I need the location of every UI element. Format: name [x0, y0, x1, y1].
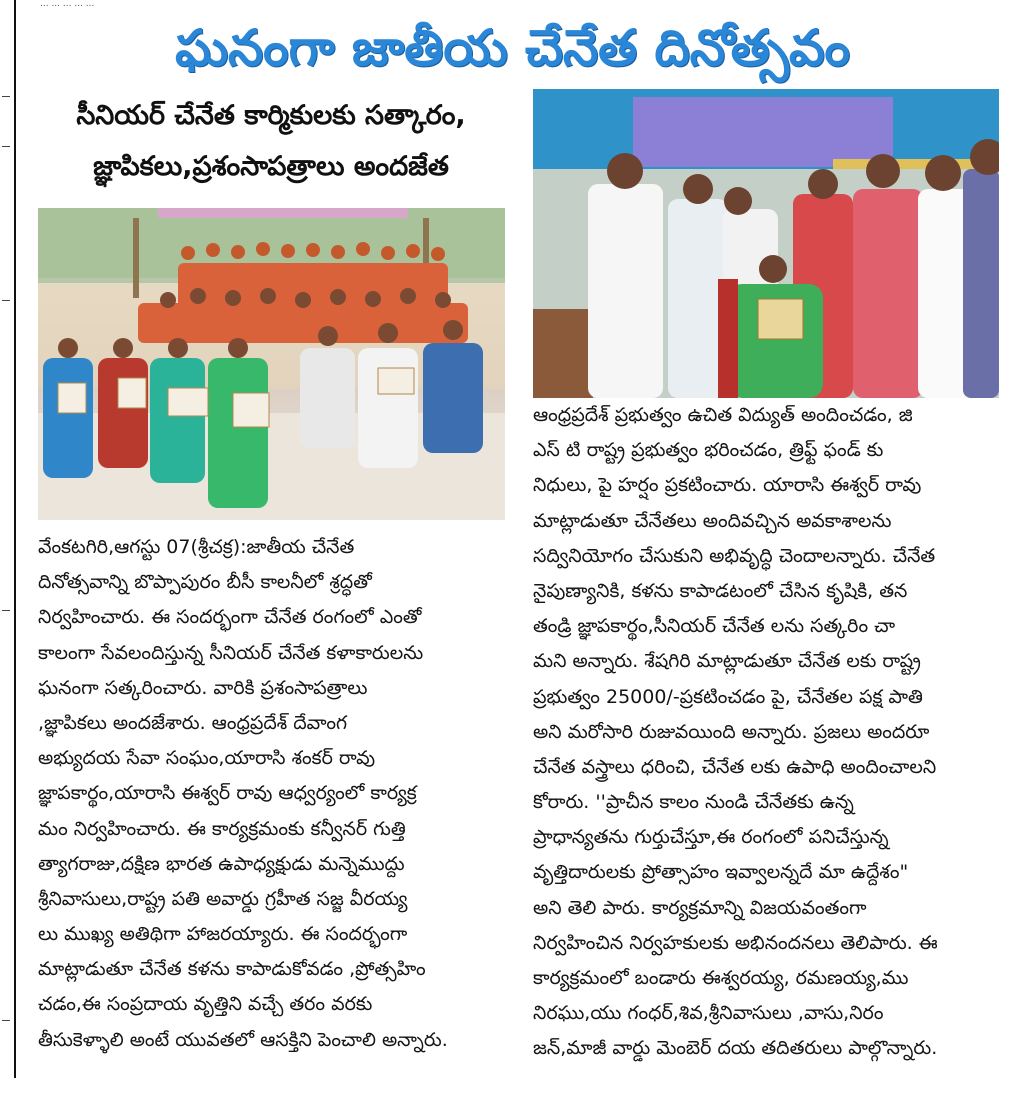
margin-mark: [2, 610, 10, 611]
text-line: నైపుణ్యానికి, కళను కాపాడటంలో చేసిన కృషికి, తన: [533, 579, 908, 602]
text-line: మని అన్నారు. శేషగిరి మాట్లాడుతూ చేనేత లకు రాష్ట్ర: [533, 650, 921, 673]
text-line: లు ముఖ్య అతిథిగా హాజరయ్యారు. ఈ సందర్భంగా: [38, 923, 408, 946]
subheading-line-2: జ్ఞాపికలు,ప్రశంసాపత్రాలు అందజేత: [93, 151, 449, 182]
text-line: దినోత్సవాన్ని బొప్పాపురం బీసీ కాలనీలో శ్రద్ధతో: [38, 571, 372, 594]
text-line: ఘనంగా సత్కరించారు. వారికి ప్రశంసాపత్రాలు: [38, 676, 368, 699]
text-line: ,జ్ఞాపికలు అందజేశారు. ఆంధ్రప్రదేశ్ దేవాంగ: [38, 711, 348, 734]
text-line: మం నిర్వహించారు. ఈ కార్యక్రమంకు కన్వీనర్ గుత్తి: [38, 817, 406, 840]
text-line: తండ్రి జ్ఞాపకార్థం,సీనియర్ చేనేత లను సత్కరిం చా: [533, 615, 896, 638]
text-line: జ్ఞాపకార్థం,యారాసి ఈశ్వర్ రావు ఆధ్వర్యంలో కార్యక్ర: [38, 782, 417, 805]
text-line: ప్రభుత్వం 25000/-ప్రకటించడం పై, చేనేతల పక్ష పాతి: [533, 685, 923, 708]
text-line: నిర్వహించిన నిర్వహకులకు అభినందనలు తెలిపారు. ఈ: [533, 931, 938, 954]
margin-mark: [2, 1020, 10, 1021]
group-photo-seated-weavers-icon: [38, 208, 505, 520]
text-line: ప్రాధాన్యతను గుర్తుచేస్తూ,ఈ రంగంలో పనిచేస్తున్న: [533, 826, 889, 849]
text-line: నిధులు, పై హర్షం ప్రకటించారు. యారాసి ఈశ్వర్ రావు: [533, 474, 922, 497]
text-line: అని మరోసారి రుజువయింది అన్నారు. ప్రజలు అందరూ: [533, 720, 930, 743]
text-line: సద్వినియోగం చేసుకుని అభివృద్ధి చెందాలన్నారు. చేనేత: [533, 544, 936, 567]
text-line: వృత్తిదారులకు ప్రోత్సాహం ఇవ్వాలన్నదే మా ఉద్దేశం": [533, 861, 909, 884]
margin-mark: [2, 300, 10, 301]
text-line: మాట్లాడుతూ చేనేతలు అందివచ్చిన అవకాశాలను: [533, 509, 892, 532]
felicitation-photo: [533, 89, 999, 398]
text-line: జన్,మాజీ వార్డు మెంబెర్ దయ తదితరులు పాల్గొన్నారు.: [533, 1037, 938, 1060]
text-line: శ్రీనివాసులు,రాష్ట్ర పతి అవార్డు గ్రహీత సజ్జ వీరయ్య: [38, 887, 408, 910]
text-line: నిరఘు,యు గంధర్,శివ,శ్రీనివాసులు ,వాసు,నిరం: [533, 1002, 884, 1025]
text-line: చేనేత వస్త్రాలు ధరించి, చేనేత లకు ఉపాధి అందించాలని: [533, 755, 937, 778]
text-line: కాలంగా సేవలందిస్తున్న సీనియర్ చేనేత కళాకారులను: [38, 641, 424, 664]
text-line: ఆంధ్రప్రదేశ్ ప్రభుత్వం ఉచిత విద్యుత్ అందించడం, జి: [533, 404, 913, 426]
text-line: ఎస్ టి రాష్ట్ర ప్రభుత్వం భరించడం, త్రిఫ్ట్ ఫండ్ కు: [533, 439, 884, 462]
text-line: కోరారు. ''ప్రాచీన కాలం నుండి చేనేతకు ఉన్న: [533, 791, 854, 814]
text-line: చడం,ఈ సంప్రదాయ వృత్తిని వచ్చే తరం వరకు: [38, 993, 373, 1016]
subheading-line-1: సీనియర్ చేనేత కార్మికులకు సత్కారం,: [76, 100, 466, 131]
felicitation-photo-icon: [533, 89, 999, 398]
text-line: త్యాగరాజు,దక్షిణ భారత ఉపాధ్యక్షుడు మన్నెముద్దు: [38, 852, 405, 875]
text-line: అని తెలి పారు. కార్యక్రమాన్ని విజయవంతంగా: [533, 896, 867, 919]
article-body-left: [38, 530, 498, 1070]
text-line: వేంకటగిరి,ఆగస్టు 07(శ్రీచక్ర):జాతీయ చేనేత: [38, 536, 355, 558]
article-body-right: [533, 398, 999, 1074]
margin-mark: [2, 146, 10, 147]
column-rule: [14, 0, 16, 1078]
text-line: తీసుకెళ్ళాలి అంటే యువతలో ఆసక్తిని పెంచాలి అన్నారు.: [38, 1028, 448, 1051]
margin-mark: [2, 96, 10, 97]
cropped-previous-text: ... ... ... ... ...: [40, 0, 95, 8]
text-line: అభ్యుదయ సేవా సంఘం,యారాసి శంకర్ రావు: [38, 747, 376, 770]
text-line: మాట్లాడుతూ చేనేత కళను కాపాడుకోవడం ,ప్రోత్సహిం: [38, 958, 426, 981]
text-line: కార్యక్రమంలో బండారు ఈశ్వరయ్య, రమణయ్య,ము: [533, 967, 909, 989]
group-photo: [38, 208, 505, 520]
page-title: ఘనంగా జాతీయ చేనేత దినోత్సవం: [175, 19, 850, 77]
text-line: నిర్వహించారు. ఈ సందర్భంగా చేనేత రంగంలో ఎంతో: [38, 606, 422, 629]
